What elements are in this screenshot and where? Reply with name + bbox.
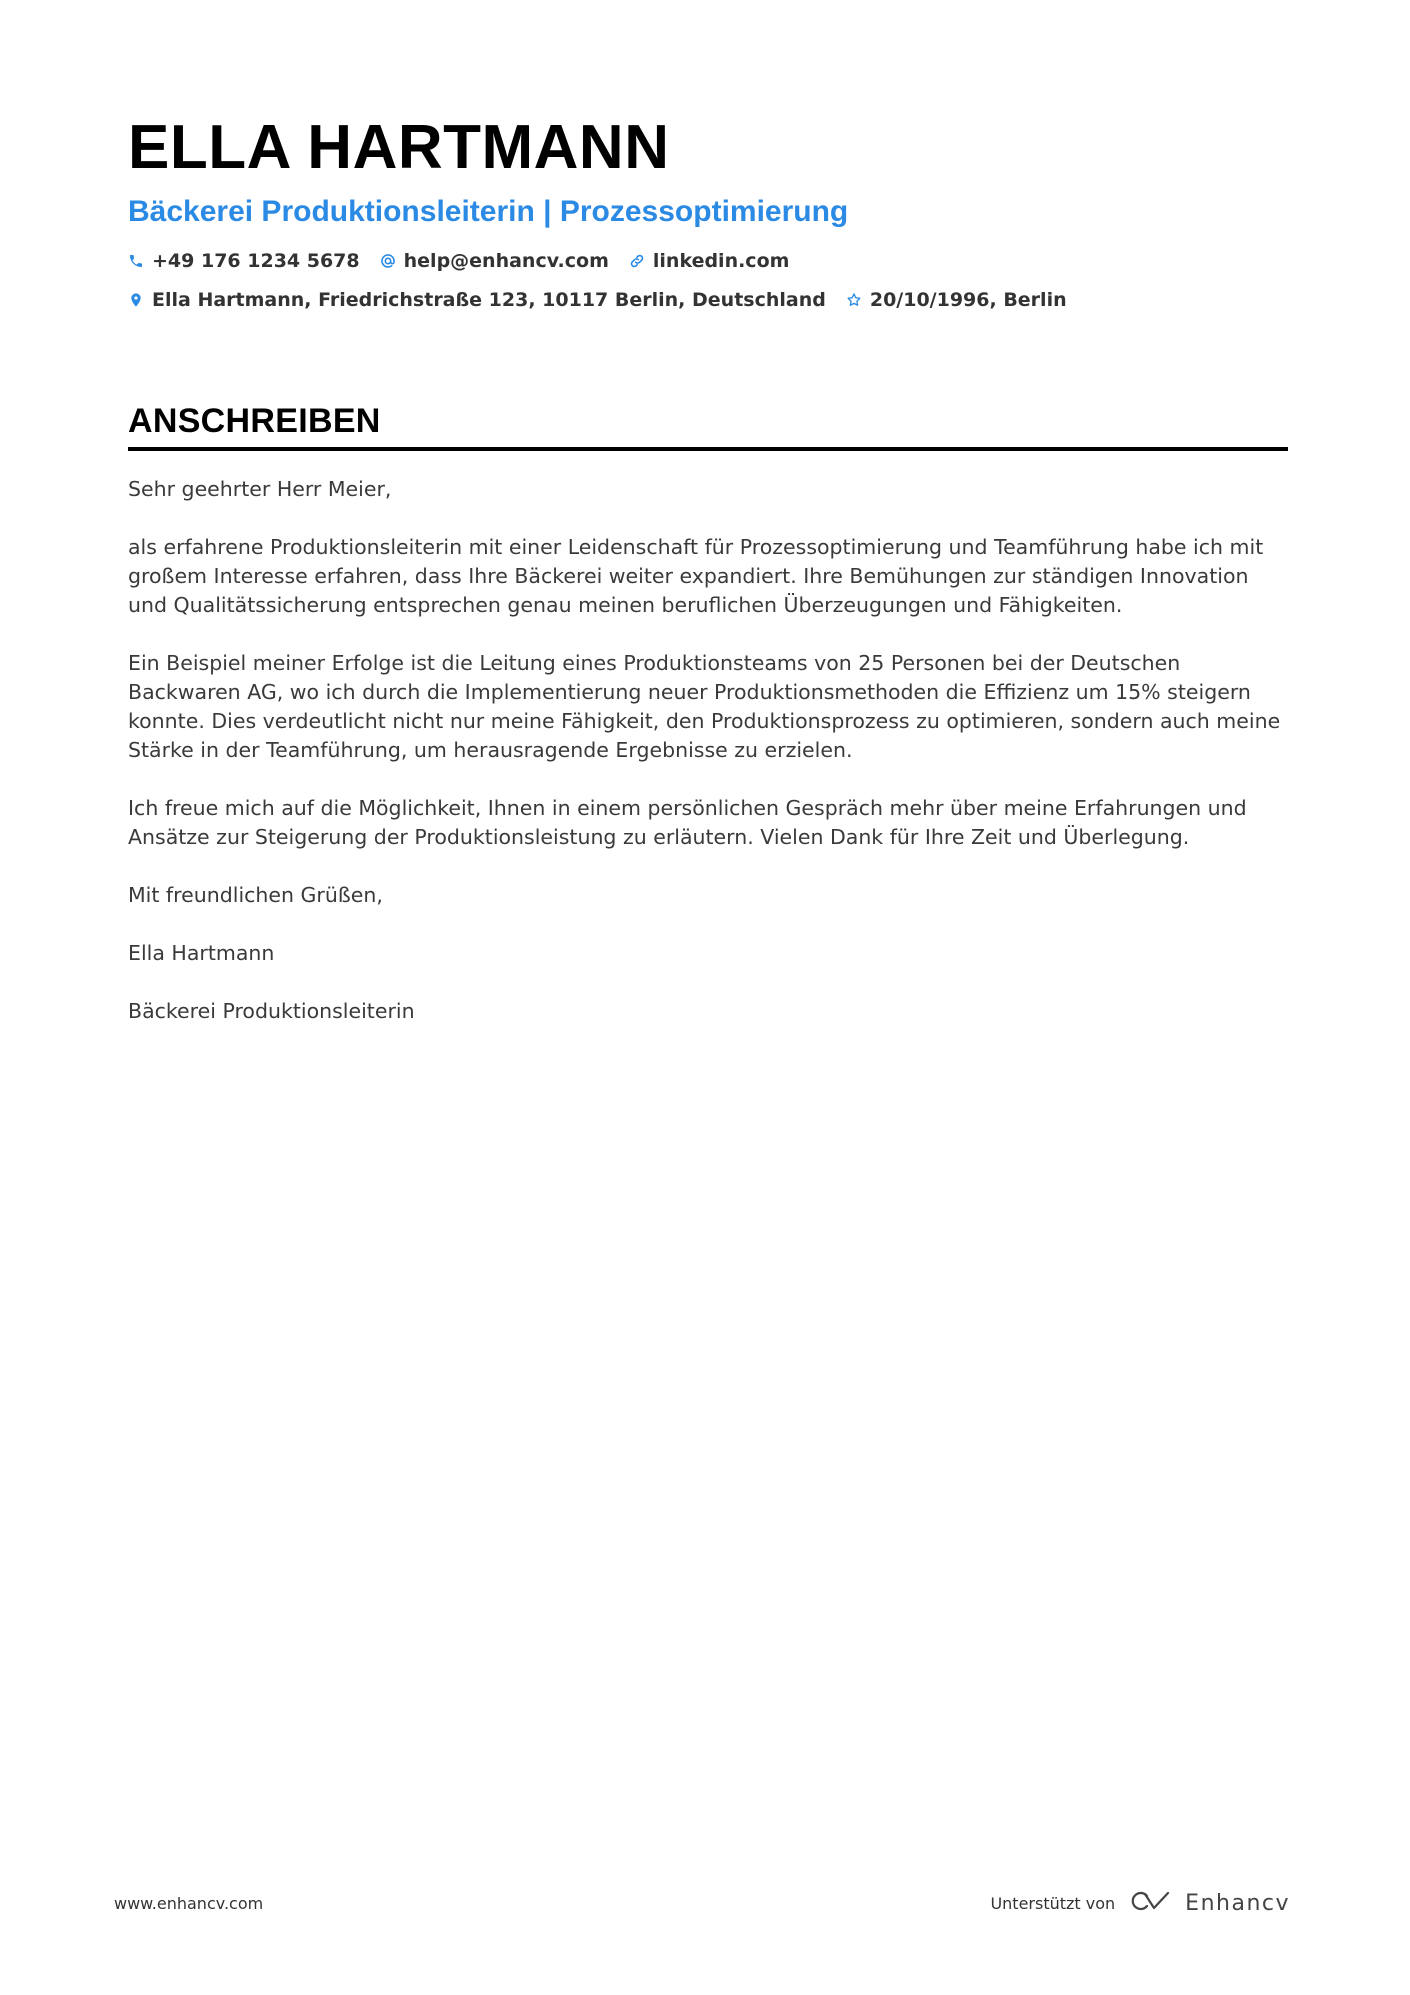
letter-closing: Mit freundlichen Grüßen, — [128, 883, 383, 907]
brand-name: Enhancv — [1185, 1890, 1290, 1916]
letter-paragraph: Ich freue mich auf die Möglichkeit, Ihnen in einem persönlichen Gespräch mehr über meine Erfahrungen und Ansätze zur Steigerung der Produktionsleistung zu erläutern. Vielen Dank für Ihre Zeit und Überlegung. — [128, 796, 1247, 849]
linkedin-text: linkedin.com — [652, 250, 790, 272]
link-icon — [629, 252, 645, 270]
contact-linkedin[interactable] — [629, 248, 790, 274]
contact-row-secondary — [128, 287, 1288, 313]
star-icon — [846, 291, 862, 309]
footer-branding[interactable] — [990, 1888, 1290, 1918]
letter-body — [128, 475, 1288, 1026]
letter-paragraph: als erfahrene Produktionsleiterin mit einer Leidenschaft für Prozessoptimierung und Teamführung habe ich mit großem Interesse erfahren, dass Ihre Bäckerei weiter expandiert. Ihre Bemühungen zur ständigen Innovation und Qualitätssicherung entsprechen genau meinen beruflichen Überzeugungen und Fähigkeiten. — [128, 535, 1264, 617]
section-title: ANSCHREIBEN — [128, 402, 381, 440]
letter-paragraph: Ein Beispiel meiner Erfolge ist die Leitung eines Produktionsteams von 25 Personen bei der Deutschen Backwaren AG, wo ich durch die Implementierung neuer Produktionsmethoden die Effizienz um 15% steigern konnte. Dies verdeutlicht nicht nur meine Fähigkeit, den Produktionsprozess zu optimieren, sondern auch meine Stärke in der Teamführung, um herausragende Ergebnisse zu erzielen. — [128, 651, 1281, 762]
signature-title: Bäckerei Produktionsleiterin — [128, 999, 415, 1023]
phone-text: +49 176 1234 5678 — [152, 250, 360, 272]
location-pin-icon — [128, 291, 144, 309]
contact-phone[interactable] — [128, 248, 360, 274]
applicant-name: ELLA HARTMANN — [128, 113, 670, 182]
letter-salutation: Sehr geehrter Herr Meier, — [128, 477, 392, 501]
footer-website[interactable]: www.enhancv.com — [114, 1894, 264, 1913]
contact-address — [128, 287, 826, 313]
contact-row-primary — [128, 248, 1288, 274]
enhancv-logo-icon — [1127, 1888, 1173, 1918]
email-text: help@enhancv.com — [403, 250, 609, 272]
contact-birth — [846, 287, 1067, 313]
section-divider — [128, 447, 1288, 451]
powered-by-text: Unterstützt von — [990, 1893, 1116, 1913]
address-text: Ella Hartmann, Friedrichstraße 123, 10117 Berlin, Deutschland — [152, 289, 826, 311]
cover-letter-page — [128, 108, 1288, 1055]
contact-email[interactable] — [380, 248, 609, 274]
applicant-tagline: Bäckerei Produktionsleiterin | Prozessoptimierung — [128, 195, 849, 228]
at-icon — [380, 252, 396, 270]
phone-icon — [128, 252, 144, 270]
signature-name: Ella Hartmann — [128, 941, 275, 965]
birth-text: 20/10/1996, Berlin — [869, 289, 1067, 311]
